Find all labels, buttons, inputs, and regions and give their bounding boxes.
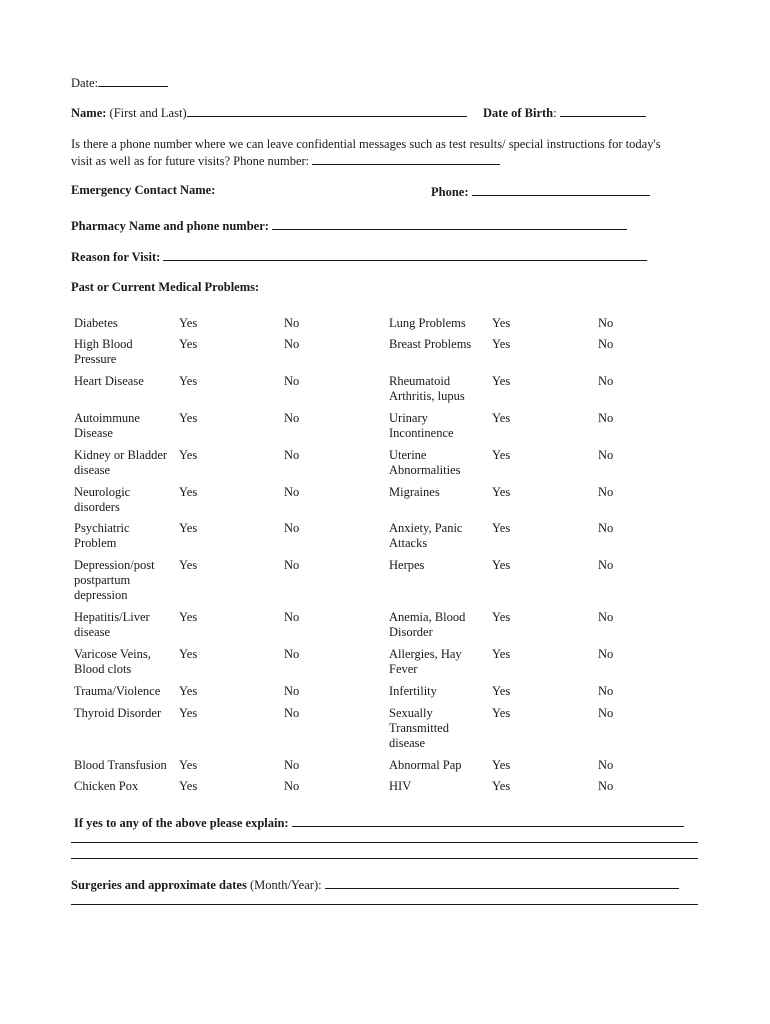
- phone-question-line2: visit as well as for future visits? Phone number:: [71, 154, 310, 168]
- yes-option[interactable]: Yes: [492, 521, 511, 535]
- problem-label: [389, 684, 437, 699]
- no-option[interactable]: No: [598, 374, 614, 388]
- yes-option[interactable]: Yes: [179, 521, 198, 535]
- yes-option[interactable]: Yes: [179, 558, 198, 572]
- no-option[interactable]: No: [284, 448, 300, 462]
- no-option[interactable]: No: [598, 316, 614, 330]
- no-option[interactable]: No: [598, 779, 614, 793]
- no-option[interactable]: No: [598, 411, 614, 425]
- yes-option[interactable]: Yes: [492, 558, 511, 572]
- problem-label-line: Transmitted: [389, 721, 449, 735]
- no-option[interactable]: No: [284, 485, 300, 499]
- yes-option[interactable]: Yes: [179, 374, 198, 388]
- explain-label: If yes to any of the above please explain:: [74, 816, 289, 830]
- problem-label: [389, 779, 411, 794]
- problem-label-line: disease: [74, 463, 111, 477]
- problem-label-line: Autoimmune: [74, 411, 140, 425]
- dob-colon: :: [553, 106, 557, 120]
- yes-option[interactable]: Yes: [179, 316, 198, 330]
- no-option[interactable]: No: [598, 758, 614, 772]
- yes-option[interactable]: Yes: [492, 316, 511, 330]
- problem-label-line: Uterine: [389, 448, 427, 462]
- problem-label: [74, 684, 160, 699]
- emergency-contact-label: Emergency Contact Name:: [71, 183, 216, 197]
- yes-option[interactable]: Yes: [179, 706, 198, 720]
- problem-label: [74, 316, 118, 331]
- problem-label-line: Lung Problems: [389, 316, 466, 330]
- no-option[interactable]: No: [598, 558, 614, 572]
- yes-option[interactable]: Yes: [492, 374, 511, 388]
- yes-option[interactable]: Yes: [179, 758, 198, 772]
- yes-option[interactable]: Yes: [492, 758, 511, 772]
- problem-label-line: Arthritis, lupus: [389, 389, 465, 403]
- problem-label-line: Abnormal Pap: [389, 758, 462, 772]
- surgeries-line-2[interactable]: [71, 904, 698, 905]
- problem-label-line: Urinary: [389, 411, 428, 425]
- problem-label: [389, 610, 465, 640]
- name-row: [71, 104, 467, 121]
- date-field[interactable]: [71, 74, 168, 91]
- yes-option[interactable]: Yes: [492, 337, 511, 351]
- no-option[interactable]: No: [284, 558, 300, 572]
- no-option[interactable]: No: [284, 521, 300, 535]
- emergency-phone-row: [431, 183, 650, 200]
- pharmacy-label: Pharmacy Name and phone number:: [71, 219, 269, 233]
- no-option[interactable]: No: [284, 610, 300, 624]
- explain-input-line[interactable]: [292, 814, 684, 827]
- phone-question: [71, 137, 661, 169]
- explain-line-2[interactable]: [71, 842, 698, 843]
- surgeries-input-line[interactable]: [325, 876, 679, 889]
- problem-label-line: Pressure: [74, 352, 117, 366]
- surgeries-hint: (Month/Year):: [249, 878, 322, 892]
- name-label: Name:: [71, 106, 107, 120]
- problem-label-line: Varicose Veins,: [74, 647, 151, 661]
- problem-label-line: Kidney or Bladder: [74, 448, 168, 462]
- problem-label-line: Hepatitis/Liver: [74, 610, 150, 624]
- problem-label-line: Trauma/Violence: [74, 684, 161, 698]
- problem-label-line: Disorder: [389, 625, 433, 639]
- surgeries-label: Surgeries and approximate dates: [71, 878, 247, 892]
- problem-label-line: Disease: [74, 426, 113, 440]
- problem-label: [389, 337, 471, 352]
- problem-label: [74, 337, 133, 367]
- emergency-phone-input-line[interactable]: [472, 183, 650, 196]
- yes-option[interactable]: Yes: [492, 411, 511, 425]
- problem-label: [389, 485, 440, 500]
- no-option[interactable]: No: [598, 448, 614, 462]
- problem-label: [389, 647, 462, 677]
- problem-label-line: Psychiatric: [74, 521, 130, 535]
- problem-label-line: Blood Transfusion: [74, 758, 167, 772]
- date-label: Date:: [71, 76, 99, 90]
- yes-option[interactable]: Yes: [492, 647, 511, 661]
- problem-label: [389, 706, 449, 751]
- problem-label: [74, 758, 167, 773]
- yes-option[interactable]: Yes: [492, 779, 511, 793]
- yes-option[interactable]: Yes: [179, 337, 198, 351]
- no-option[interactable]: No: [284, 758, 300, 772]
- problem-label-line: Migraines: [389, 485, 440, 499]
- problem-label-line: Sexually: [389, 706, 433, 720]
- problem-label-line: Blood clots: [74, 662, 132, 676]
- problem-label-line: Abnormalities: [389, 463, 461, 477]
- problem-label-line: Attacks: [389, 536, 428, 550]
- no-option[interactable]: No: [284, 337, 300, 351]
- problem-label-line: postpartum: [74, 573, 131, 587]
- yes-option[interactable]: Yes: [179, 779, 198, 793]
- yes-option[interactable]: Yes: [179, 411, 198, 425]
- dob-input-line[interactable]: [560, 104, 646, 117]
- yes-option[interactable]: Yes: [179, 485, 198, 499]
- problem-label-line: Neurologic: [74, 485, 131, 499]
- problem-label: [74, 411, 140, 441]
- yes-option[interactable]: Yes: [179, 610, 198, 624]
- problem-label: [74, 374, 144, 389]
- problem-label: [389, 374, 465, 404]
- dob-label: Date of Birth: [483, 106, 554, 120]
- problem-label: [389, 521, 462, 551]
- pharmacy-row: [71, 217, 627, 234]
- no-option[interactable]: No: [284, 411, 300, 425]
- problem-label: [389, 558, 424, 573]
- problem-label-line: Allergies, Hay: [389, 647, 462, 661]
- problem-label-line: Breast Problems: [389, 337, 472, 351]
- yes-option[interactable]: Yes: [492, 610, 511, 624]
- yes-option[interactable]: Yes: [492, 448, 511, 462]
- problem-label: [74, 706, 161, 721]
- problem-label-line: disorders: [74, 500, 120, 514]
- no-option[interactable]: No: [284, 706, 300, 720]
- problem-label-line: disease: [389, 736, 426, 750]
- problem-label-line: Incontinence: [389, 426, 454, 440]
- problem-label-line: depression: [74, 588, 128, 602]
- name-input-line[interactable]: [187, 104, 467, 117]
- no-option[interactable]: No: [598, 647, 614, 661]
- confidential-phone-input-line[interactable]: [312, 152, 500, 165]
- problem-label-line: Fever: [389, 662, 418, 676]
- problem-label-line: Problem: [74, 536, 117, 550]
- pharmacy-input-line[interactable]: [272, 217, 627, 230]
- problem-label: [74, 610, 150, 640]
- problem-label-line: Diabetes: [74, 316, 118, 330]
- problems-heading: Past or Current Medical Problems:: [71, 280, 260, 294]
- emergency-phone-label: Phone:: [431, 185, 469, 199]
- no-option[interactable]: No: [284, 779, 300, 793]
- no-option[interactable]: No: [284, 684, 300, 698]
- explain-line-3[interactable]: [71, 858, 698, 859]
- no-option[interactable]: No: [598, 485, 614, 499]
- explain-row: [74, 814, 684, 831]
- dob-row: [483, 104, 646, 121]
- no-option[interactable]: No: [284, 316, 300, 330]
- yes-option[interactable]: Yes: [179, 684, 198, 698]
- no-option[interactable]: No: [598, 337, 614, 351]
- yes-option[interactable]: Yes: [492, 485, 511, 499]
- problem-label: [74, 647, 151, 677]
- problem-label-line: Depression/post: [74, 558, 155, 572]
- problem-label: [74, 558, 155, 603]
- problem-label-line: Rheumatoid: [389, 374, 451, 388]
- reason-input-line[interactable]: [163, 248, 647, 261]
- date-input-line[interactable]: [98, 74, 168, 87]
- problem-label: [74, 779, 138, 794]
- phone-question-line1: Is there a phone number where we can leave confidential messages such as test results/ special instructions for today's: [71, 137, 661, 151]
- problem-label-line: Chicken Pox: [74, 779, 139, 793]
- yes-option[interactable]: Yes: [179, 647, 198, 661]
- yes-option[interactable]: Yes: [492, 684, 511, 698]
- yes-option[interactable]: Yes: [179, 448, 198, 462]
- problem-label-line: Heart Disease: [74, 374, 144, 388]
- problem-label: [74, 448, 167, 478]
- name-hint: (First and Last): [109, 106, 187, 120]
- no-option[interactable]: No: [598, 610, 614, 624]
- problem-label: [389, 316, 466, 331]
- problem-label-line: disease: [74, 625, 111, 639]
- problem-label: [74, 485, 130, 515]
- problem-label-line: Infertility: [389, 684, 437, 698]
- no-option[interactable]: No: [284, 374, 300, 388]
- problem-label: [74, 521, 130, 551]
- problem-label-line: Anemia, Blood: [389, 610, 466, 624]
- problem-label-line: Herpes: [389, 558, 425, 572]
- yes-option[interactable]: Yes: [492, 706, 511, 720]
- surgeries-row: [71, 876, 679, 893]
- problem-label: [389, 448, 461, 478]
- problem-label: [389, 758, 462, 773]
- reason-label: Reason for Visit:: [71, 250, 161, 264]
- problem-label-line: Anxiety, Panic: [389, 521, 463, 535]
- reason-row: [71, 248, 647, 265]
- no-option[interactable]: No: [598, 684, 614, 698]
- problem-label-line: HIV: [389, 779, 412, 793]
- no-option[interactable]: No: [284, 647, 300, 661]
- problem-label-line: Thyroid Disorder: [74, 706, 162, 720]
- no-option[interactable]: No: [598, 521, 614, 535]
- problem-label-line: High Blood: [74, 337, 133, 351]
- phone-question-line2-wrap: [71, 152, 661, 169]
- no-option[interactable]: No: [598, 706, 614, 720]
- problem-label: [389, 411, 454, 441]
